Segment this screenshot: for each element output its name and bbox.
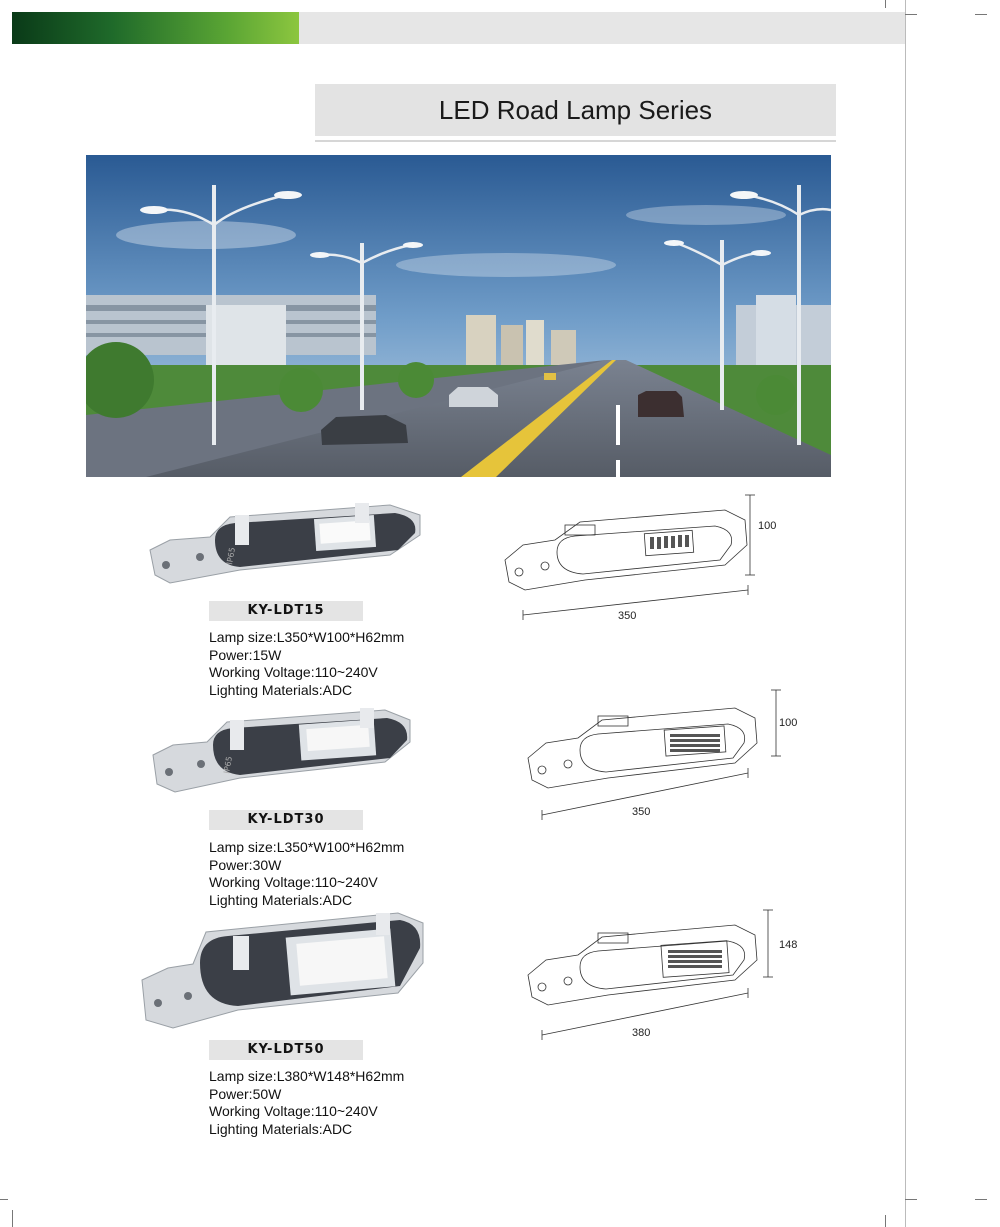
model-label-ldt50: KY-LDT50	[209, 1040, 363, 1060]
street-scene-image	[86, 155, 831, 477]
ip65-badge: IP65	[225, 546, 237, 566]
specs-ldt50	[209, 1068, 404, 1138]
dimension-length-ldt15: 350	[618, 610, 637, 622]
header-green-gradient	[12, 12, 299, 44]
ip65-badge: IP65	[222, 755, 234, 775]
spec-voltage: Working Voltage:110~240V	[209, 874, 378, 891]
dimension-drawing-ldt30	[520, 688, 782, 823]
spec-lamp-size: Lamp size:L380*W148*H62mm	[209, 1068, 405, 1084]
title-underline	[315, 140, 836, 142]
lamp-photo-ldt15	[140, 495, 430, 590]
spec-lamp-size: Lamp size:L350*W100*H62mm	[209, 629, 405, 645]
spec-lamp-size: Lamp size:L350*W100*H62mm	[209, 839, 405, 855]
model-label-ldt15: KY-LDT15	[209, 601, 363, 621]
specs-ldt30	[209, 839, 404, 909]
dimension-length-ldt50: 380	[632, 1027, 651, 1039]
dimension-drawing-ldt50	[520, 905, 782, 1045]
spec-voltage: Working Voltage:110~240V	[209, 1103, 378, 1120]
model-label-ldt30: KY-LDT30	[209, 810, 363, 830]
dimension-width-ldt15: 100	[758, 520, 777, 532]
spec-material: Lighting Materials:ADC	[209, 681, 353, 698]
spec-power: Power:50W	[209, 1085, 282, 1102]
spec-power: Power:30W	[209, 856, 282, 873]
dimension-width-ldt50: 148	[779, 939, 798, 951]
dimension-width-ldt30: 100	[779, 717, 798, 729]
lamp-photo-ldt50	[138, 908, 428, 1033]
dimension-length-ldt30: 350	[632, 806, 651, 818]
lamp-photo-ldt30	[145, 700, 415, 800]
specs-ldt15	[209, 629, 404, 699]
spec-power: Power:15W	[209, 646, 282, 663]
page-title: LED Road Lamp Series	[438, 94, 713, 125]
spec-material: Lighting Materials:ADC	[209, 891, 353, 908]
spec-voltage: Working Voltage:110~240V	[209, 664, 378, 681]
page-edge-line	[905, 0, 906, 1227]
page-title-box	[315, 84, 836, 136]
spec-material: Lighting Materials:ADC	[209, 1120, 353, 1137]
dimension-drawing-ldt15	[495, 490, 765, 625]
